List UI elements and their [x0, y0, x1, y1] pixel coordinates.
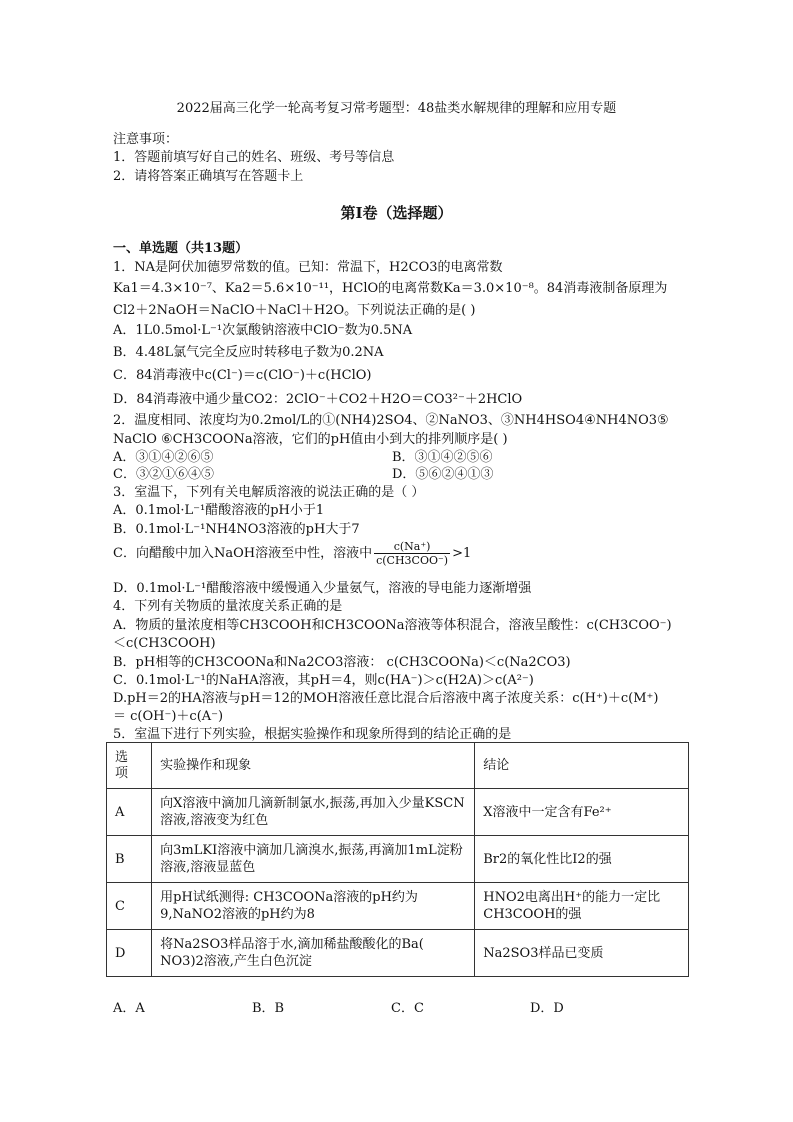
q4-option-c: C．0.1mol·L⁻¹的NaHA溶液，其pH＝4，则c(HA⁻)＞c(H2A)＞c(A²⁻) — [113, 673, 534, 688]
row-conclusion: Br2的氧化性比I2的强 — [475, 836, 689, 883]
q3-option-c-prefix: C．向醋酸中加入NaOH溶液至中性，溶液中 — [113, 546, 373, 561]
q5-experiment-table — [106, 742, 689, 977]
q4-option-d-line1: D.pH＝2的HA溶液与pH＝12的MOH溶液任意比混合后溶液中离子浓度关系：c(H⁺)＋c(M⁺) — [113, 691, 659, 706]
q3-option-a: A．0.1mol·L⁻¹醋酸溶液的pH小于1 — [113, 503, 325, 518]
header-option — [107, 743, 152, 789]
row-option: D — [107, 930, 152, 977]
table-row — [107, 789, 689, 836]
row-conclusion: HNO2电离出H⁺的能力一定比CH3COOH的强 — [475, 883, 689, 930]
q4-option-d-line2: ＝ c(OH⁻)＋c(A⁻) — [113, 709, 224, 724]
row-conclusion: Na2SO3样品已变质 — [475, 930, 689, 977]
q5-option-a: A．A — [113, 1001, 145, 1016]
row-conclusion: X溶液中一定含有Fe²⁺ — [475, 789, 689, 836]
row-option: B — [107, 836, 152, 883]
q5-option-d: D．D — [530, 1001, 564, 1016]
q2-option-a: A．③①④②⑥⑤ — [113, 450, 214, 465]
q2-stem-line2: NaClO ⑥CH3COONa溶液，它们的pH值由小到大的排列顺序是( ) — [113, 432, 508, 447]
row-operation: 向X溶液中滴加几滴新制氯水,振荡,再加入少量KSCN溶液,溶液变为红色 — [152, 789, 475, 836]
q3-option-c-suffix: >1 — [452, 546, 472, 561]
q5-stem: 5．室温下进行下列实验，根据实验操作和现象所得到的结论正确的是 — [113, 727, 512, 742]
table-row — [107, 836, 689, 883]
q2-option-d: D．⑤⑥②④①③ — [392, 467, 494, 482]
document-title: 2022届高三化学一轮高考复习常考题型：48盐类水解规律的理解和应用专题 — [176, 101, 617, 116]
part-heading: 一、单选题（共13题） — [113, 241, 249, 256]
note-item-2: 2．请将答案正确填写在答题卡上 — [113, 169, 304, 184]
q1-option-d: D．84消毒液中通少量CO2：2ClO⁻＋CO2＋H2O＝CO3²⁻＋2HClO — [113, 392, 523, 407]
q3-fraction-numerator: c(Na⁺) — [374, 540, 450, 554]
row-operation: 用pH试纸测得: CH3COONa溶液的pH约为9,NaNO2溶液的pH约为8 — [152, 883, 475, 930]
header-option-text: 选项 — [115, 749, 129, 781]
q4-option-a-line1: A．物质的量浓度相等CH3COOH和CH3COONa溶液等体积混合，溶液呈酸性：c(CH3COO⁻) — [113, 618, 672, 633]
note-item-1: 1．答题前填写好自己的姓名、班级、考号等信息 — [113, 150, 395, 165]
q2-option-c: C．③②①⑥④⑤ — [113, 467, 214, 482]
q5-option-b: B．B — [252, 1001, 285, 1016]
notes-heading: 注意事项： — [113, 132, 179, 147]
q1-option-a: A．1L0.5mol·L⁻¹次氯酸钠溶液中ClO⁻数为0.5NA — [113, 323, 413, 338]
q5-option-c: C．C — [391, 1001, 424, 1016]
q3-stem: 3．室温下，下列有关电解质溶液的说法正确的是（ ） — [113, 485, 425, 500]
q2-option-b: B．③①④②⑤⑥ — [392, 450, 493, 465]
q1-stem-line2: Ka1＝4.3×10⁻⁷、Ka2＝5.6×10⁻¹¹，HClO的电离常数Ka＝3.0×10⁻⁸。84消毒液制备原理为 — [113, 281, 668, 296]
row-operation: 向3mLKI溶液中滴加几滴溴水,振荡,再滴加1mL淀粉溶液,溶液显蓝色 — [152, 836, 475, 883]
q1-stem-line3: Cl2＋2NaOH＝NaClO＋NaCl＋H2O。下列说法正确的是( ) — [113, 303, 476, 318]
header-operation: 实验操作和现象 — [152, 743, 475, 789]
row-operation: 将Na2SO3样品溶于水,滴加稀盐酸酸化的Ba( NO3)2溶液,产生白色沉淀 — [152, 930, 475, 977]
q4-option-b: B．pH相等的CH3COONa和Na2CO3溶液： c(CH3COONa)＜c(Na2CO3) — [113, 655, 571, 670]
q4-option-a-line2: ＜c(CH3COOH) — [113, 636, 216, 651]
q1-option-b: B．4.48L氯气完全反应时转移电子数为0.2NA — [113, 345, 384, 360]
row-option: C — [107, 883, 152, 930]
q3-fraction-denominator: c(CH3COO⁻) — [376, 554, 449, 567]
q2-stem-line1: 2．温度相同、浓度均为0.2mol/L的①(NH4)2SO4、②NaNO3、③NH4HSO4④NH4NO3⑤ — [113, 413, 669, 428]
table-row — [107, 930, 689, 977]
row-option: A — [107, 789, 152, 836]
q3-option-d: D．0.1mol·L⁻¹醋酸溶液中缓慢通入少量氨气，溶液的导电能力逐渐增强 — [113, 581, 532, 596]
header-conclusion: 结论 — [475, 743, 689, 789]
section-title: 第I卷（选择题） — [340, 204, 453, 222]
q3-fraction — [374, 540, 450, 567]
q1-option-c: C．84消毒液中c(Cl⁻)＝c(ClO⁻)＋c(HClO) — [113, 368, 372, 383]
q3-option-c — [113, 540, 471, 568]
table-header-row — [107, 743, 689, 789]
q1-stem-line1: 1．NA是阿伏加德罗常数的值。已知：常温下，H2CO3的电离常数 — [113, 260, 503, 275]
q3-option-b: B．0.1mol·L⁻¹NH4NO3溶液的pH大于7 — [113, 522, 360, 537]
table-row — [107, 883, 689, 930]
q4-stem: 4．下列有关物质的量浓度关系正确的是 — [113, 599, 343, 614]
